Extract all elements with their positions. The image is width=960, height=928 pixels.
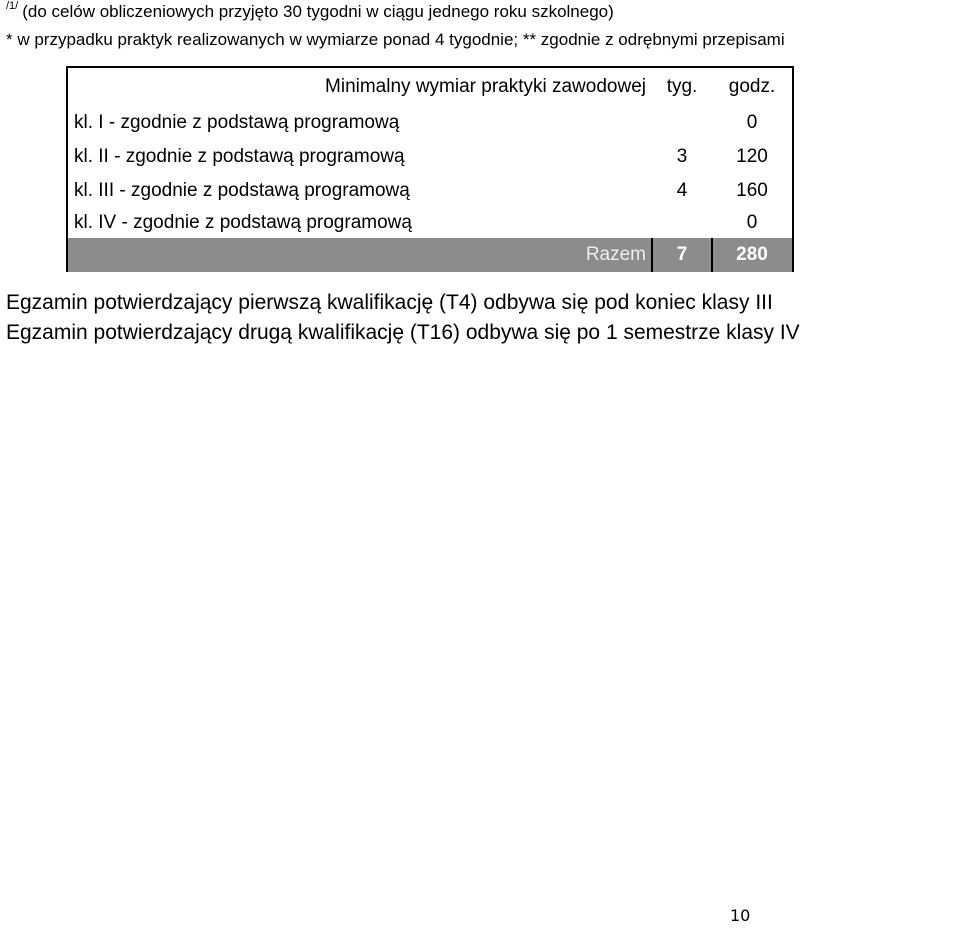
row-label: kl. II - zgodnie z podstawą programową <box>74 146 405 167</box>
total-label: Razem <box>585 244 646 265</box>
page-number: 10 <box>730 906 751 925</box>
practice-table <box>66 66 794 272</box>
footnote-line-1 <box>6 2 614 24</box>
row-tyg <box>652 106 712 140</box>
total-row <box>68 238 792 272</box>
row-tyg <box>652 206 712 240</box>
row-godz: 0 <box>746 212 758 233</box>
table-row <box>68 206 792 240</box>
table-row <box>68 140 792 174</box>
row-label: kl. III - zgodnie z podstawą programową <box>74 180 410 201</box>
total-godz: 280 <box>736 244 768 265</box>
row-godz: 120 <box>736 146 768 167</box>
row-tyg: 3 <box>676 146 688 167</box>
row-godz: 160 <box>736 180 768 201</box>
total-tyg: 7 <box>676 244 688 265</box>
footnote-marker: /1/ <box>6 0 19 12</box>
total-divider <box>711 238 713 272</box>
table-header-row <box>68 68 792 106</box>
table-title: Minimalny wymiar praktyki zawodowej <box>325 76 646 97</box>
row-tyg: 4 <box>676 180 688 201</box>
column-header-tyg: tyg. <box>666 76 698 97</box>
footnote-line-2: * w przypadku praktyk realizowanych w wymiarze ponad 4 tygodnie; ** zgodnie z odrębnymi przepisami <box>6 30 785 49</box>
exam-note-2: Egzamin potwierdzający drugą kwalifikację (T16) odbywa się po 1 semestrze klasy IV <box>6 321 800 344</box>
row-godz: 0 <box>746 112 758 133</box>
table-row <box>68 174 792 208</box>
footnote-text-1: (do celów obliczeniowych przyjęto 30 tygodni w ciągu jednego roku szkolnego) <box>22 2 614 21</box>
table-row <box>68 106 792 140</box>
row-label: kl. IV - zgodnie z podstawą programową <box>74 212 412 233</box>
row-label: kl. I - zgodnie z podstawą programową <box>74 112 400 133</box>
exam-note-1: Egzamin potwierdzający pierwszą kwalifikację (T4) odbywa się pod koniec klasy III <box>6 291 773 314</box>
total-divider <box>651 238 653 272</box>
column-header-godz: godz. <box>728 76 776 97</box>
